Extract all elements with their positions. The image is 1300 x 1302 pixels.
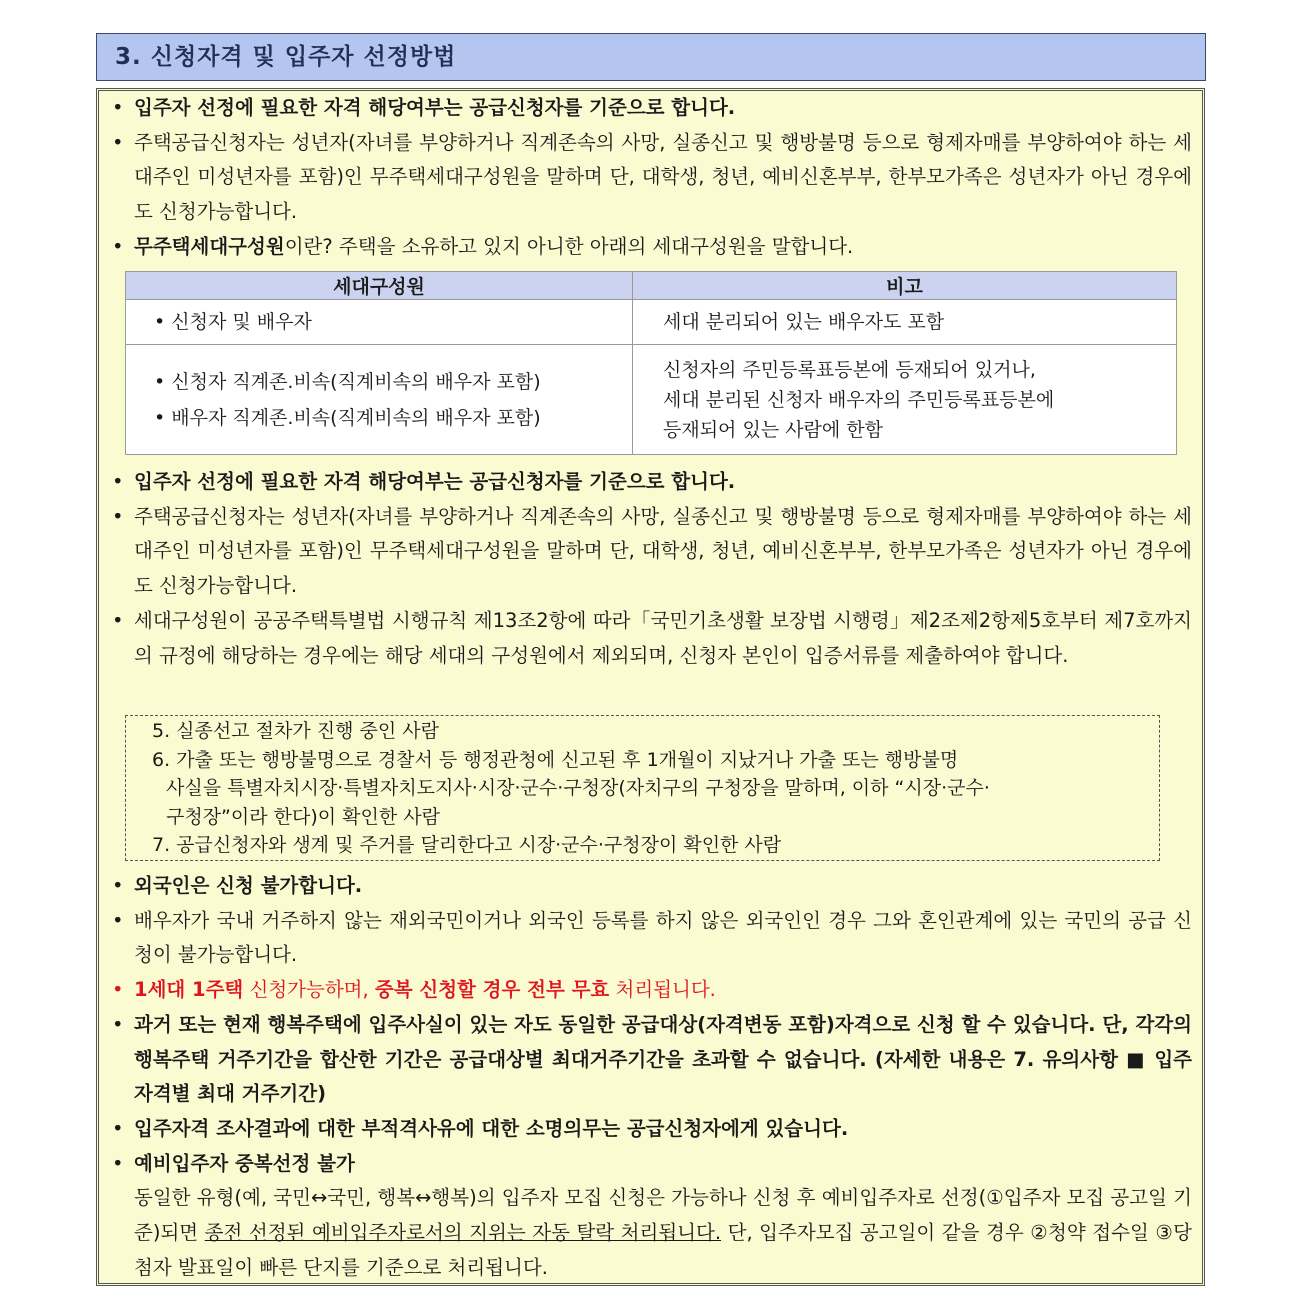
exclusion-item: 7. 공급신청자와 생계 및 주거를 달리한다고 시장·군수·구청장이 확인한 사람 <box>152 834 782 857</box>
bullet-waitlist-duplicate <box>112 1147 1192 1286</box>
bullet-household-member-definition <box>112 230 1192 265</box>
bullet-mid: 신청가능하며, <box>243 978 375 1002</box>
bullet-past-residence <box>112 1008 1192 1112</box>
bullet-proof-obligation <box>112 1112 1192 1147</box>
table-row <box>126 345 1177 455</box>
bullet-text: • 입주자 선정에 필요한 자격 해당여부는 공급신청자를 기준으로 합니다. <box>134 470 736 493</box>
header-member: 세대구성원 <box>126 272 633 300</box>
header-note: 비고 <box>633 272 1177 300</box>
bullet-text: • 외국인은 신청 불가합니다. <box>134 874 363 897</box>
note-line: 등재되어 있는 사람에 한함 <box>663 418 884 441</box>
bullet-text: • 입주자격 조사결과에 대한 부적격사유에 대한 소명의무는 공급신청자에게 있습니다. <box>134 1116 849 1140</box>
bullet-one-household-one-house <box>112 973 1192 1008</box>
bullet-text: • 주택공급신청자는 성년자(자녀를 부양하거나 직계존속의 사망, 실종신고 및 행방불명 등으로 형제자매를 부양하여야 하는 세대주인 미성년자를 포함)인 무주택세대구성원을 말하며 단, 대학생, 청년, 예비신혼부부, 한부모가족은 성년자가 아닌 경우에도 신청가능합니다. <box>134 130 1192 224</box>
bullet-title: 예비입주자 중복선정 불가 <box>134 1151 355 1175</box>
bullet-text: • 주택공급신청자는 성년자(자녀를 부양하거나 직계존속의 사망, 실종신고 및 행방불명 등으로 형제자매를 부양하여야 하는 세대주인 미성년자를 포함)인 무주택세대구성원을 말하며 단, 대학생, 청년, 예비신혼부부, 한부모가족은 성년자가 아닌 경우에도 신청가능합니다. <box>134 504 1192 598</box>
member-item: • 신청자 및 배우자 <box>154 304 632 340</box>
table-cell-member <box>126 300 633 345</box>
bullet-applicant-definition <box>112 126 1192 230</box>
bullet-text <box>112 1147 1192 1286</box>
household-member-table <box>125 271 1177 455</box>
table-header-row <box>126 272 1177 300</box>
bullet-text <box>112 230 1192 265</box>
bold-term: 중복 신청할 경우 전부 무효 <box>374 978 610 1002</box>
exclusion-item-continued: 사실을 특별자치시장·특별자치도지사·시장·군수·구청장(자치구의 구청장을 말하며, 이하 “시장·군수· <box>166 777 990 800</box>
exclusion-item: 6. 가출 또는 행방불명으로 경찰서 등 행정관청에 신고된 후 1개월이 지났거나 가출 또는 행방불명 <box>152 748 959 771</box>
member-item: • 배우자 직계존.비속(직계비속의 배우자 포함) <box>154 400 632 436</box>
bullet-text: • 과거 또는 현재 행복주택에 입주사실이 있는 자도 동일한 공급대상(자격변동 포함)자격으로 신청 할 수 있습니다. 단, 각각의 행복주택 거주기간을 합산한 기간은 공급대상별 최대거주기간을 초과할 수 없습니다. (자세한 내용은 7. 유의사항 ■ 입주 자격별 최대 거주기간) <box>134 1012 1192 1106</box>
table-cell-member <box>126 345 633 455</box>
bullet-rest: 이란? 주택을 소유하고 있지 아니한 아래의 세대구성원을 말합니다. <box>284 234 854 258</box>
table-row <box>126 300 1177 345</box>
table-cell-note <box>633 345 1177 455</box>
bullet-body: 동일한 유형(예, 국민↔국민, 행복↔행복)의 입주자 모집 신청은 가능하나 신청 후 예비입주자로 선정(①입주자 모집 공고일 기준)되면 <box>134 1186 1192 1244</box>
exclusion-item-continued: 구청장”이라 한다)이 확인한 사람 <box>166 805 440 828</box>
table-cell-note: 세대 분리되어 있는 배우자도 포함 <box>633 300 1177 345</box>
bullet-foreigner <box>112 869 1192 904</box>
note-line: 세대 분리된 신청자 배우자의 주민등록표등본에 <box>663 388 1055 411</box>
bold-term: 무주택세대구성원 <box>134 234 285 258</box>
bullet-overseas-spouse <box>112 904 1192 973</box>
content-box <box>96 88 1205 1286</box>
note-line: 신청자의 주민등록표등본에 등재되어 있거나, <box>663 358 1036 381</box>
bullet-end: 처리됩니다. <box>609 978 716 1002</box>
bold-term: 1세대 1주택 <box>134 978 244 1002</box>
bullet-text <box>112 973 1192 1008</box>
bullet-eligibility-basis <box>112 91 1192 126</box>
section-title: 3. 신청자격 및 입주자 선정방법 <box>96 33 1206 81</box>
bullet-applicant-definition-repeat <box>112 500 1192 604</box>
exclusion-item: 5. 실종선고 절차가 진행 중인 사람 <box>152 720 439 742</box>
bullet-text: • 배우자가 국내 거주하지 않는 재외국민이거나 외국인 등록를 하지 않은 외국인인 경우 그와 혼인관계에 있는 국민의 공급 신청이 불가능합니다. <box>134 908 1192 967</box>
bullet-exclusion-rule <box>112 604 1192 673</box>
underlined-text: 종전 선정된 예비입주자로서의 지위는 자동 탈락 처리됩니다. <box>204 1221 722 1244</box>
bullet-text: • 세대구성원이 공공주택특별법 시행규칙 제13조2항에 따라「국민기초생활 보장법 시행령」제2조제2항제5호부터 제7호까지의 규정에 해당하는 경우에는 해당 세대의 구성원에서 제외되며, 신청자 본인이 입증서류를 제출하여야 합니다. <box>134 608 1192 667</box>
bullet-eligibility-basis-repeat <box>112 465 1192 500</box>
member-item: • 신청자 직계존.비속(직계비속의 배우자 포함) <box>154 364 632 400</box>
bullet-text: • 입주자 선정에 필요한 자격 해당여부는 공급신청자를 기준으로 합니다. <box>134 96 736 119</box>
bullet-body: 단, 입주자모집 공고일이 같을 경우 ②청약 접수일 ③당첨자 발표일이 빠른 단지를 기준으로 처리됩니다. <box>134 1221 1192 1279</box>
exclusion-cases-box <box>125 715 1160 861</box>
